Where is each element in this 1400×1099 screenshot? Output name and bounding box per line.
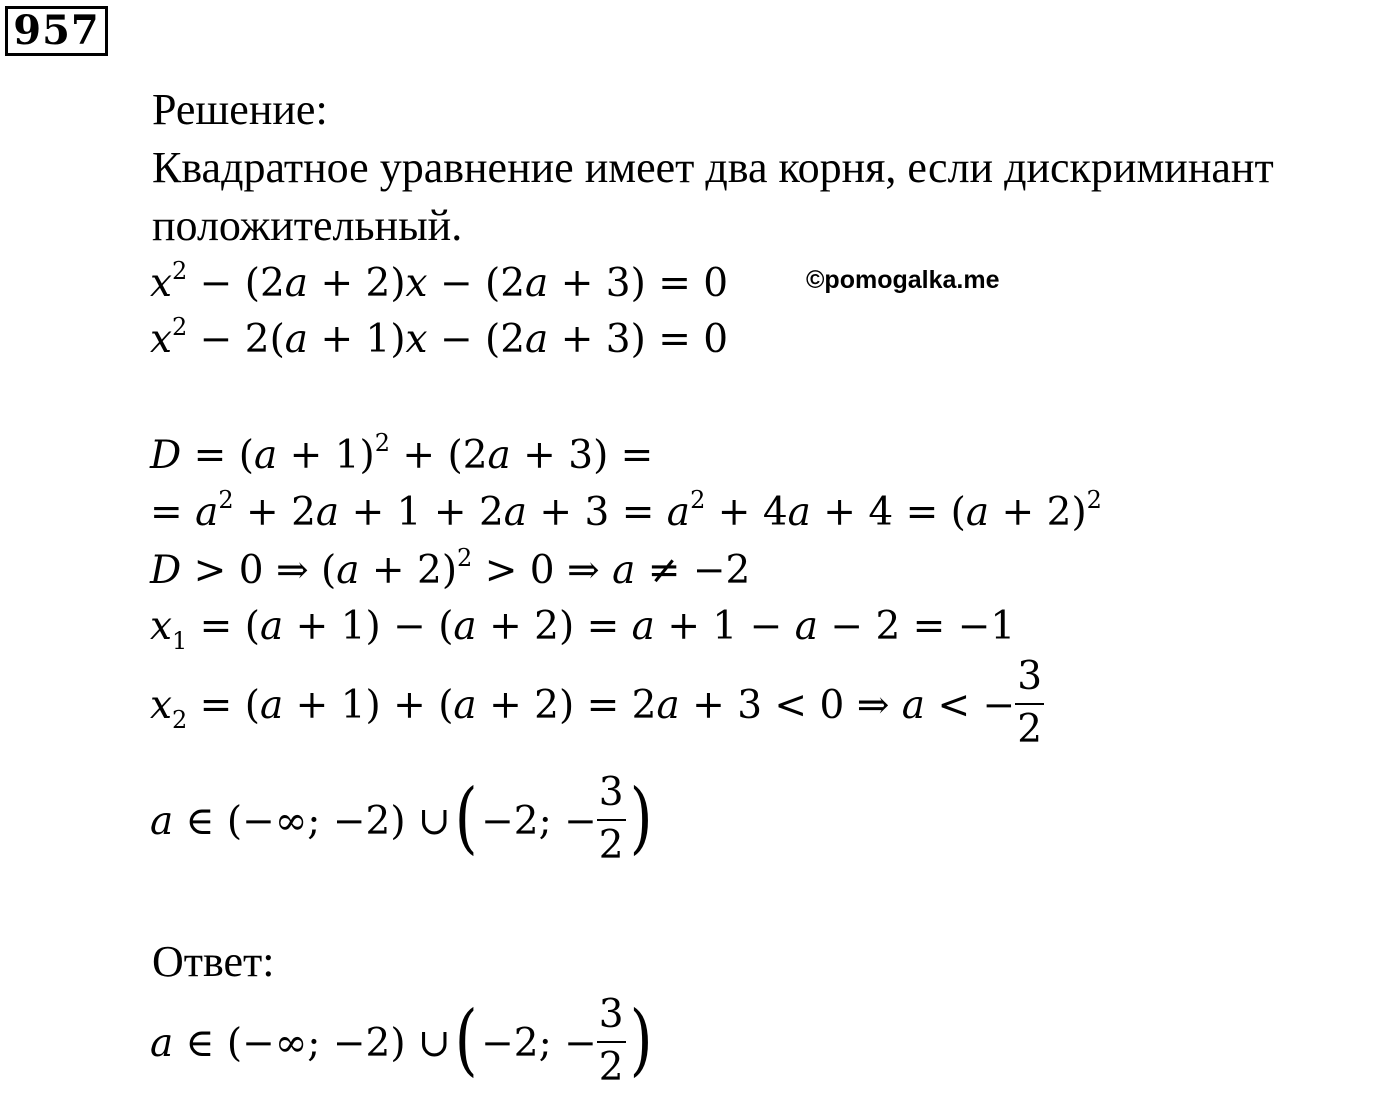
fraction: $\frac{3}{2}$ (1017, 654, 1043, 752)
solution-set: a ∈ (−∞; −2) ∪(−2; − $\frac{3}{2}$ ) (150, 770, 653, 868)
discriminant-condition: D > 0 ⇒ $(a + 2)^2 > 0$ ⇒ a ≠ −2 (150, 544, 751, 593)
solution-heading: Решение: (152, 85, 328, 134)
answer-heading: Ответ: (152, 937, 275, 986)
equation-2: $x^2 - 2(a + 1)x - (2a + 3) = 0$ (150, 313, 729, 362)
discriminant-line-1: $D = (a + 1)^2 + (2a + 3)$ = (150, 429, 654, 478)
root-x1: $x_1 = (a + 1) - (a + 2) = a + 1 - a - 2 = -1$ (150, 604, 1016, 655)
discriminant-line-2: = $a^2 + 2a + 1 + 2a + 3 = a^2 + 4a + 4 = (a + 2)^2$ (150, 486, 1102, 535)
fraction: $\frac{3}{2}$ (598, 770, 624, 868)
intro-line-2: положительный. (152, 201, 463, 250)
problem-number: 957 (5, 6, 108, 56)
answer-set: a ∈ (−∞; −2) ∪(−2; − $\frac{3}{2}$ ) (150, 992, 653, 1090)
fraction: $\frac{3}{2}$ (598, 992, 624, 1090)
equation-1: $x^2 - (2a + 2)x - (2a + 3) = 0$ (150, 257, 729, 306)
root-x2: $x_2 = (a + 1) + (a + 2) = 2a + 3 < 0$ ⇒ a < − $\frac{3}{2}$ (150, 654, 1043, 752)
watermark: ©pomogalka.me (806, 266, 1000, 294)
intro-line-1: Квадратное уравнение имеет два корня, если дискриминант (152, 143, 1274, 192)
